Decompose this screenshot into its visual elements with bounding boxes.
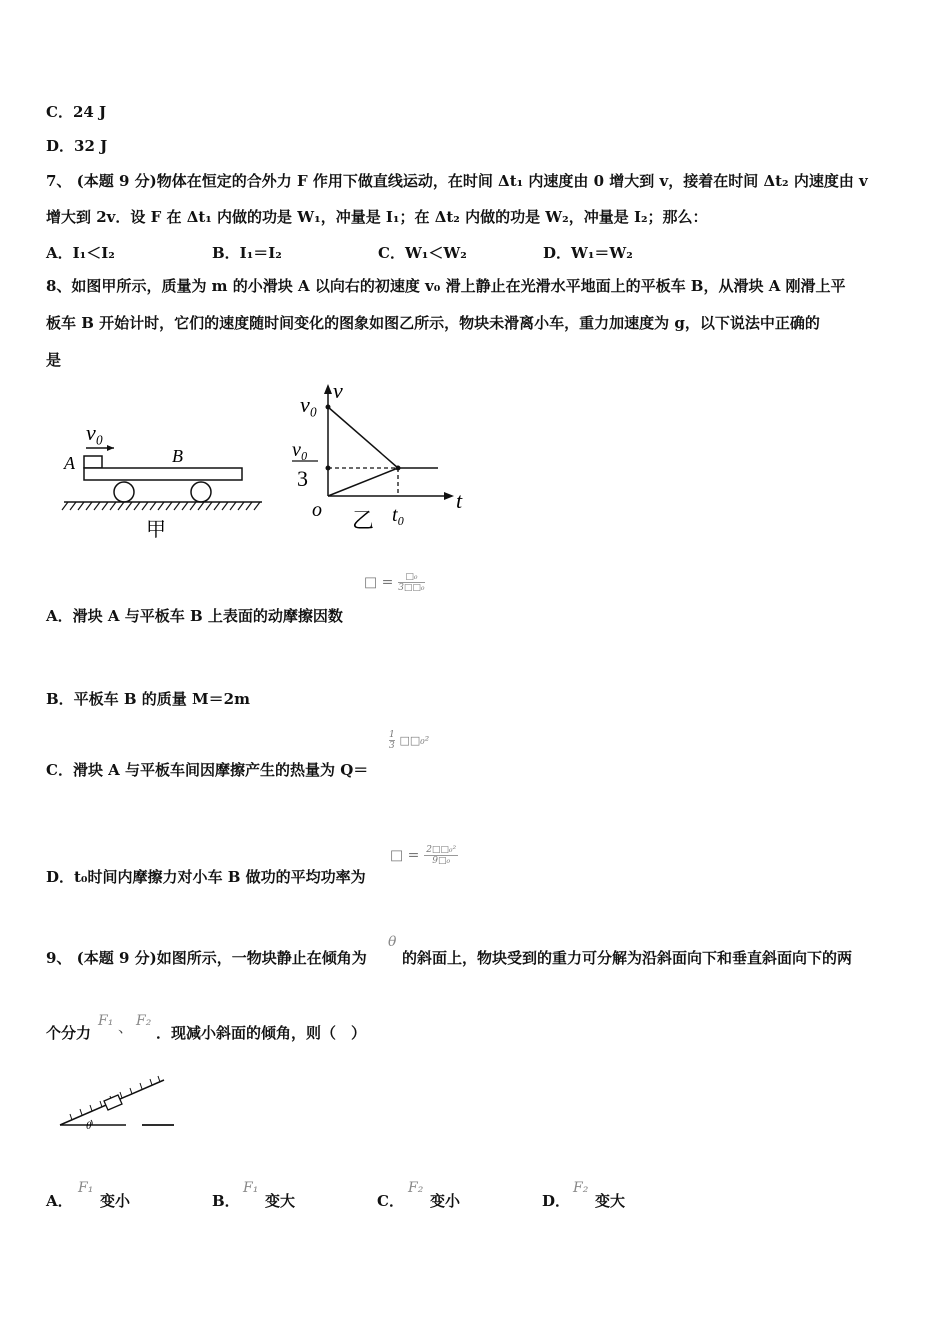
option-d-prev: D．32 J bbox=[46, 137, 108, 155]
q9-stem-line1-a: 9、 (本题 9 分)如图所示，一物块静止在倾角为 bbox=[46, 949, 367, 967]
origin-label: o bbox=[312, 499, 322, 521]
q9-stem-line2-a: 个分力 bbox=[46, 1024, 92, 1042]
q8-stem-line3: 是 bbox=[46, 351, 62, 369]
fig-cart-a-label: A bbox=[64, 453, 75, 473]
fig-cart-caption: 甲 bbox=[146, 517, 166, 541]
formula-heat: $\frac{1}{3}$ □□₀² bbox=[389, 730, 430, 751]
line-cart-b bbox=[328, 468, 398, 496]
q8-figure-vt-graph bbox=[286, 378, 476, 538]
fig-cart-b-label: B bbox=[172, 446, 183, 466]
cart-wheel-left bbox=[114, 482, 134, 502]
q8-figure-cart bbox=[58, 412, 268, 547]
fig-cart-v0-label: v₀ bbox=[86, 420, 104, 445]
force-separator: 、 bbox=[118, 1018, 134, 1036]
t0-tick-label: t₀ bbox=[392, 504, 405, 526]
q8-stem-line2: 板车 B 开始计时，它们的速度随时间变化的图象如图乙所示，物块未滑离小车，重力加速度为 g，以下说法中正确的 bbox=[46, 314, 820, 332]
line-block-a bbox=[328, 407, 398, 468]
v0-tick-label: v₀ bbox=[300, 392, 318, 417]
cart-wheel-right bbox=[191, 482, 211, 502]
q9-stem-line2-b: ．现减小斜面的倾角，则（ ） bbox=[156, 1024, 367, 1042]
q7-stem-line2: 增大到 2v．设 F 在 Δt₁ 内做的功是 W₁，冲量是 I₁；在 Δt₂ 内做的功是 W₂，冲量是 I₂；那么： bbox=[46, 208, 708, 226]
theta-symbol: θ bbox=[388, 934, 397, 950]
q8-option-c: C．滑块 A 与平板车间因摩擦产生的热量为 Q＝ bbox=[46, 761, 369, 779]
frac-denominator: 3 bbox=[297, 466, 308, 491]
q7-option-a: A．I₁＜I₂ bbox=[46, 244, 115, 262]
q9-option-b-text: 变大 bbox=[265, 1192, 296, 1210]
formula-mu: □ = □₀ 3□□₀ bbox=[364, 572, 425, 593]
q9-option-c-force: F₂ bbox=[408, 1180, 424, 1196]
q9-option-a-text: 变小 bbox=[100, 1192, 131, 1210]
q9-option-c-prefix: C． bbox=[377, 1192, 404, 1210]
q7-option-b: B．I₁＝I₂ bbox=[212, 244, 282, 262]
q8-option-a: A．滑块 A 与平板车 B 上表面的动摩擦因数 bbox=[46, 607, 343, 625]
q9-option-a-prefix: A． bbox=[46, 1192, 73, 1210]
ground-hatching bbox=[62, 502, 260, 510]
q9-option-d-text: 变大 bbox=[595, 1192, 626, 1210]
q9-option-a-force: F₁ bbox=[78, 1180, 94, 1196]
q9-option-c-text: 变小 bbox=[430, 1192, 461, 1210]
v-axis-label: v bbox=[333, 378, 343, 403]
q9-stem-line1-b: 的斜面上，物块受到的重力可分解为沿斜面向下和垂直斜面向下的两 bbox=[402, 949, 853, 967]
q8-option-d: D．t₀时间内摩擦力对小车 B 做功的平均功率为 bbox=[46, 868, 366, 886]
f2-symbol: F₂ bbox=[136, 1013, 152, 1029]
t-axis-label: t bbox=[456, 488, 463, 513]
q7-option-d: D．W₁＝W₂ bbox=[543, 244, 633, 262]
slider-block-a bbox=[84, 456, 102, 468]
cart-board-b bbox=[84, 468, 242, 480]
fig-graph-caption: 乙 bbox=[352, 509, 375, 534]
q9-option-d-force: F₂ bbox=[573, 1180, 589, 1196]
frac-numerator: v₀ bbox=[292, 439, 308, 461]
incline-theta-label: θ bbox=[86, 1120, 92, 1132]
option-c-prev: C．24 J bbox=[46, 103, 107, 121]
q8-stem-line1: 8、如图甲所示，质量为 m 的小滑块 A 以向右的初速度 v₀ 滑上静止在光滑水平地面上的平板车 B，从滑块 A 刚滑上平 bbox=[46, 277, 846, 295]
q7-stem-line1: 7、 (本题 9 分)物体在恒定的合外力 F 作用下做直线运动，在时间 Δt₁ 内速度由 0 增大到 v，接着在时间 Δt₂ 内速度由 v bbox=[46, 172, 868, 190]
formula-power: □ = $\frac{\text{2□□₀²}}{\text{9□₀}}$ bbox=[390, 845, 457, 866]
f1-symbol: F₁ bbox=[98, 1013, 114, 1029]
q8-option-b: B．平板车 B 的质量 M＝2m bbox=[46, 690, 250, 708]
q9-option-b-prefix: B． bbox=[212, 1192, 240, 1210]
q9-option-b-force: F₁ bbox=[243, 1180, 259, 1196]
q9-option-d-prefix: D． bbox=[542, 1192, 571, 1210]
q9-figure-incline bbox=[56, 1074, 180, 1132]
q7-option-c: C．W₁＜W₂ bbox=[378, 244, 467, 262]
incline-block bbox=[104, 1095, 122, 1110]
